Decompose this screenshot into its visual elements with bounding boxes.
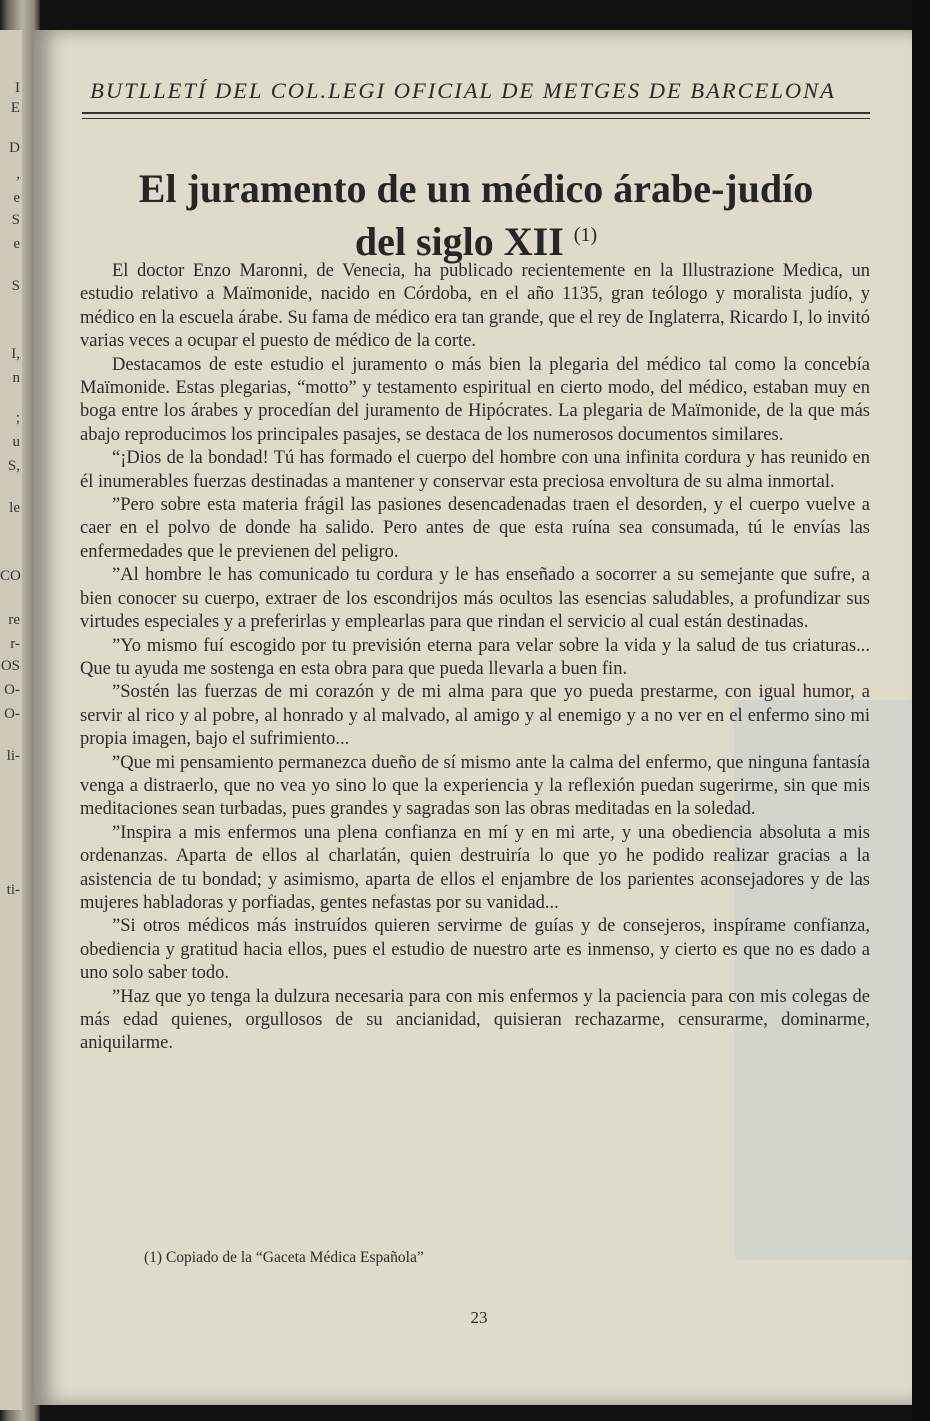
paragraph: ”Al hombre le has comunicado tu cordura y le has enseñado a socorrer a su semejante que sufre, a bien conocer su cuerpo, extraer de los escondrijos más ocultos las esencias saludables, a profundizar sus virtudes especiales y a preferirlas y emplearlas para que rindan el servicio al cual están destinadas. — [80, 565, 870, 633]
previous-page-fragment: li- — [6, 748, 20, 764]
paragraph: El doctor Enzo Maronni, de Venecia, ha publicado recientemente en la Illustrazione Medica, un estudio relativo a Maïmonide, nacido en Córdoba, en el año 1135, gran teólogo y moralista judío, y médico en la escuela árabe. Su fama de médico era tan grande, que el rey de Inglaterra, Ricardo I, lo invitó varias veces a ocupar el puesto de médico de la corte. — [80, 261, 871, 352]
paragraph: ”Yo mismo fuí escogido por tu previsión eterna para velar sobre la vida y la salud de tus criaturas... Que tu ayuda me sostenga en esta obra para que pueda llevarla a buen fin. — [80, 635, 870, 679]
previous-page-fragment: n — [12, 370, 20, 386]
paragraph: ”Que mi pensamiento permanezca dueño de sí mismo ante la calma del enfermo, que ninguna fantasía venga a distraerlo, que no vea yo sino lo que la experiencia y la reflexión puedan sugerirme, sin que mis meditaciones sean turbadas, pues grandes y sagradas son las obras meditadas en la soledad. — [80, 752, 870, 820]
title-line-2-text: del siglo XII — [354, 219, 564, 264]
header-rule-thin — [82, 118, 870, 119]
previous-page-fragment: E — [10, 100, 20, 116]
previous-page-fragment: r- — [10, 636, 20, 652]
paragraph: ”Haz que yo tenga la dulzura necesaria para con mis enfermos y la paciencia para con mis colegas de más edad quienes, orgullosos de su ancianidad, quisieran rechazarme, censurarme, dominarme, aniquilarme. — [80, 986, 870, 1054]
previous-page-fragment: S, — [7, 458, 20, 474]
previous-page-fragment: D — [9, 140, 20, 156]
previous-page-fragment: le — [9, 500, 20, 516]
previous-page-fragment: I — [15, 80, 20, 96]
previous-page-fragment: re — [8, 612, 20, 628]
previous-page-fragment: e — [13, 236, 20, 252]
paragraph: ”Sostén las fuerzas de mi corazón y de mi alma para que yo pueda prestarme, con igual humor, a servir al rico y al pobre, al honrado y al malvado, al amigo y al enemigo y a no ver en el enfermo sino mi propia imagen, bajo el sufrimiento... — [80, 682, 870, 750]
paragraph: ”Si otros médicos más instruídos quieren servirme de guías y de consejeros, inspírame confianza, obediencia y gratitud hacia ellos, pues el estudio de nuestro arte es inmenso, y cierto es que no es dado a uno solo saber todo. — [80, 916, 870, 984]
previous-page-fragment: S — [11, 212, 20, 228]
title-line-2 — [82, 212, 870, 265]
previous-page-fragment: e — [13, 190, 20, 206]
title-footnote-marker: (1) — [573, 224, 598, 246]
previous-page-fragment: , — [16, 166, 20, 182]
running-head: BUTLLETÍ DEL COL.LEGI OFICIAL DE METGES DE BARCELONA — [90, 78, 836, 103]
previous-page-edge — [0, 30, 22, 1410]
previous-page-fragment: S — [11, 278, 20, 294]
previous-page-fragment: CO — [0, 568, 21, 584]
previous-page-fragment: u — [12, 434, 20, 450]
previous-page-fragment: O- — [4, 706, 20, 722]
previous-page-fragment: O- — [4, 682, 20, 698]
previous-page-fragment: OS — [0, 658, 20, 674]
document-page — [34, 30, 912, 1405]
paragraph: “¡Dios de la bondad! Tú has formado el cuerpo del hombre con una infinita cordura y has reunido en él inumerables fuerzas destinadas a mantener y conservar esta preciosa envoltura de su alma inmortal. — [80, 448, 870, 492]
paragraph: ”Inspira a mis enfermos una plena confianza en mí y en mi arte, y una obediencia absoluta a mis ordenanzas. Aparta de ellos al charlatán, quien destruiría lo que yo he podido realizar gracias a la asistencia de tu bondad; y asimismo, aparta de ellos el enjambre de los parientes aconsejadores y de las mujeres habladoras y porfiadas, gentes nefastas por su vanidad... — [80, 822, 870, 913]
paragraph: ”Pero sobre esta materia frágil las pasiones desencadenadas traen el desorden, y el cuerpo vuelve a caer en el polvo de donde ha salido. Pero antes de que esta ruína sea consumada, tú le envías las enfermedades que le previenen del peligro. — [80, 495, 870, 562]
title-line-1: El juramento de un médico árabe-judío — [138, 166, 814, 211]
header-rule — [82, 112, 870, 114]
paragraph: Destacamos de este estudio el juramento o más bien la plegaria del médico tal como la concebía Maïmonide. Estas plegarias, “motto” y testamento espiritual en cierto modo, del médico, estaban muy en boga entre los árabes y procedían del juramento de Hipócrates. La plegaria de Maïmonide, de la que más abajo reproducimos los principales pasajes, se destaca de los numerosos documentos similares. — [80, 354, 870, 445]
previous-page-fragment: ti- — [6, 882, 20, 898]
article-body — [80, 260, 870, 1056]
scan-border — [912, 0, 930, 1421]
article-title — [82, 166, 870, 265]
previous-page-fragment: I, — [11, 346, 20, 362]
previous-page-fragment: ; — [15, 410, 20, 426]
page-number: 23 — [470, 1308, 488, 1327]
footnote: (1) Copiado de la “Gaceta Médica Española” — [144, 1249, 424, 1266]
